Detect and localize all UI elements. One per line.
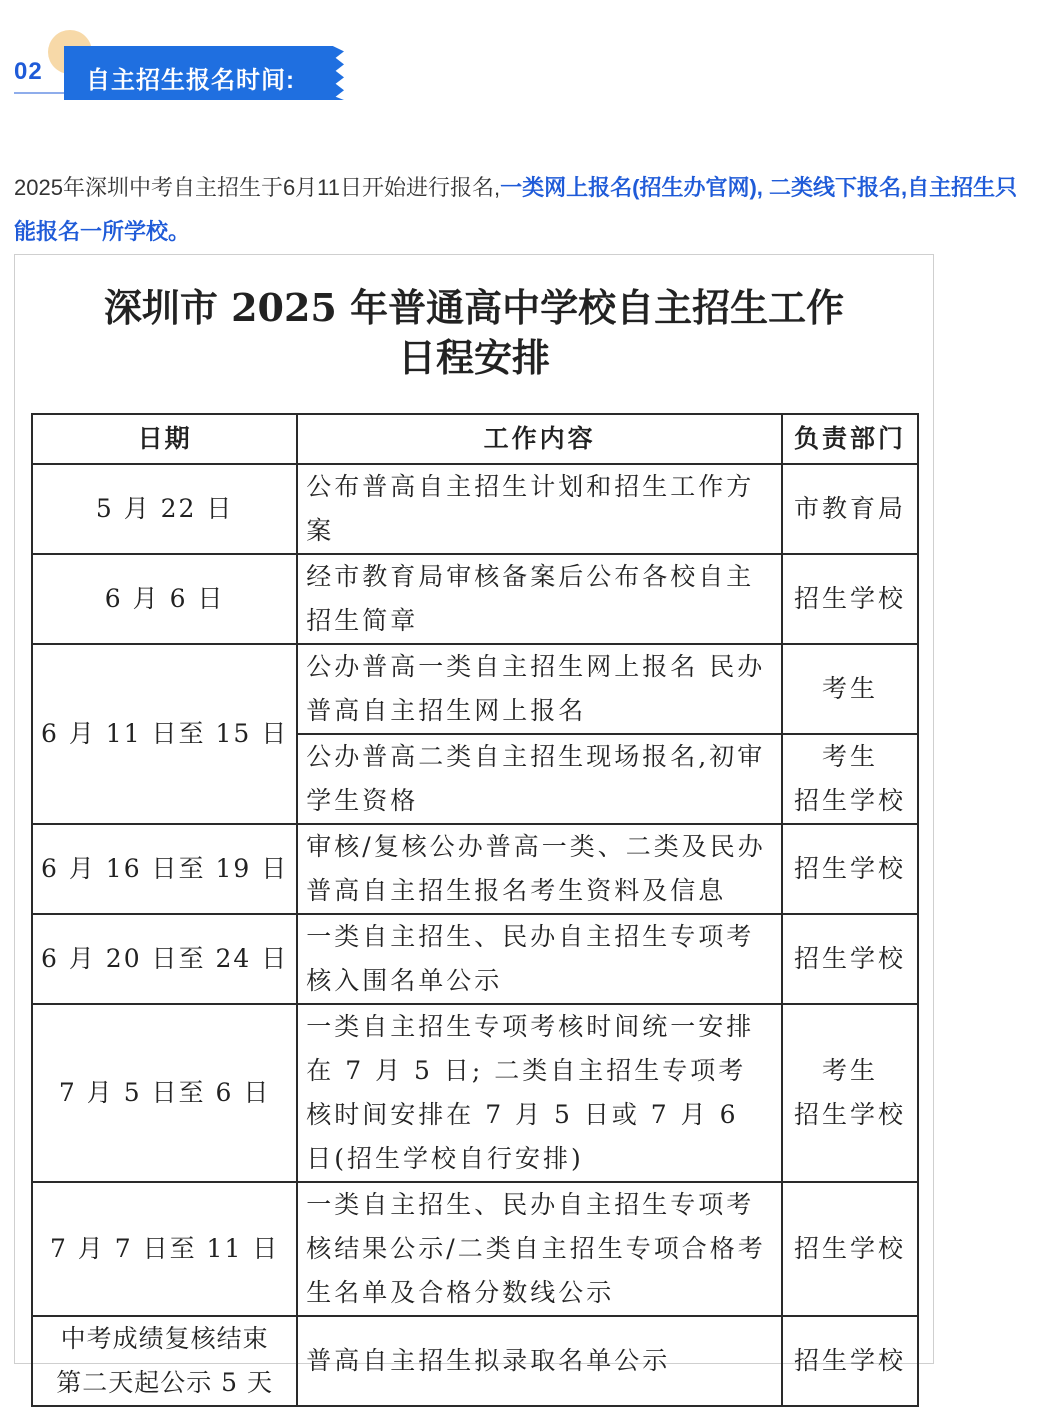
row-dept: 招生学校: [782, 824, 918, 914]
row-date: 6 月 11 日至 15 日: [32, 644, 297, 824]
row-work: 公办普高二类自主招生现场报名,初审学生资格: [297, 734, 782, 824]
row-dept: 招生学校: [782, 1316, 918, 1406]
table-header-row: [32, 414, 918, 464]
date-line: 中考成绩复核结束: [60, 1324, 269, 1353]
row-dept: 市教育局: [782, 464, 918, 554]
header-date: 日期: [32, 414, 297, 464]
dept-line: 招生学校: [793, 786, 906, 815]
row-work: 一类自主招生、民办自主招生专项考核入围名单公示: [297, 914, 782, 1004]
intro-highlight: 一类网上报名(招生办官网), 二类线下报名,自主招生只能报名一所学校。: [14, 175, 1018, 244]
table-row: [32, 824, 918, 914]
schedule-table: [31, 413, 919, 1407]
dept-line: 招生学校: [793, 1100, 906, 1129]
table-row: [32, 1182, 918, 1316]
header-dept: 负责部门: [782, 414, 918, 464]
table-row: [32, 554, 918, 644]
section-header: [14, 30, 354, 102]
dept-line: 考生: [821, 742, 878, 771]
row-date: [32, 1316, 297, 1406]
dept-line: 考生: [821, 1056, 878, 1085]
row-dept: 招生学校: [782, 554, 918, 644]
schedule-document-image: [14, 254, 934, 1397]
row-dept: 考生: [782, 644, 918, 734]
document-title-line2: 日程安排: [397, 335, 550, 380]
document-title: [15, 283, 933, 383]
date-line: 第二天起公示 5 天: [56, 1368, 274, 1397]
row-date: 6 月 20 日至 24 日: [32, 914, 297, 1004]
section-number: 02: [14, 58, 43, 85]
row-work: 一类自主招生、民办自主招生专项考核结果公示/二类自主招生专项合格考生名单及合格分数线公示: [297, 1182, 782, 1316]
section-title: 自主招生报名时间:: [86, 67, 295, 94]
document-title-line1: 深圳市 2025 年普通高中学校自主招生工作: [103, 285, 845, 330]
intro-text: 2025年深圳中考自主招生于6月11日开始进行报名,: [14, 175, 501, 200]
table-row: [32, 914, 918, 1004]
row-work: 公办普高一类自主招生网上报名 民办普高自主招生网上报名: [297, 644, 782, 734]
table-row: [32, 644, 918, 734]
row-date: 5 月 22 日: [32, 464, 297, 554]
row-work: 经市教育局审核备案后公布各校自主招生简章: [297, 554, 782, 644]
row-date: 6 月 6 日: [32, 554, 297, 644]
row-work: 一类自主招生专项考核时间统一安排在 7 月 5 日; 二类自主招生专项考核时间安排在 7 月 5 日或 7 月 6 日(招生学校自行安排): [297, 1004, 782, 1182]
row-date: 7 月 5 日至 6 日: [32, 1004, 297, 1182]
row-dept: [782, 1004, 918, 1182]
row-dept: 招生学校: [782, 1182, 918, 1316]
intro-paragraph: [14, 166, 1034, 254]
row-work: 公布普高自主招生计划和招生工作方案: [297, 464, 782, 554]
row-work: 审核/复核公办普高一类、二类及民办普高自主招生报名考生资料及信息: [297, 824, 782, 914]
table-row: [32, 464, 918, 554]
header-work: 工作内容: [297, 414, 782, 464]
row-dept: 招生学校: [782, 914, 918, 1004]
table-row: [32, 1004, 918, 1182]
row-date: 6 月 16 日至 19 日: [32, 824, 297, 914]
row-work: 普高自主招生拟录取名单公示: [297, 1316, 782, 1406]
table-row: [32, 1316, 918, 1406]
row-date: 7 月 7 日至 11 日: [32, 1182, 297, 1316]
row-dept: [782, 734, 918, 824]
